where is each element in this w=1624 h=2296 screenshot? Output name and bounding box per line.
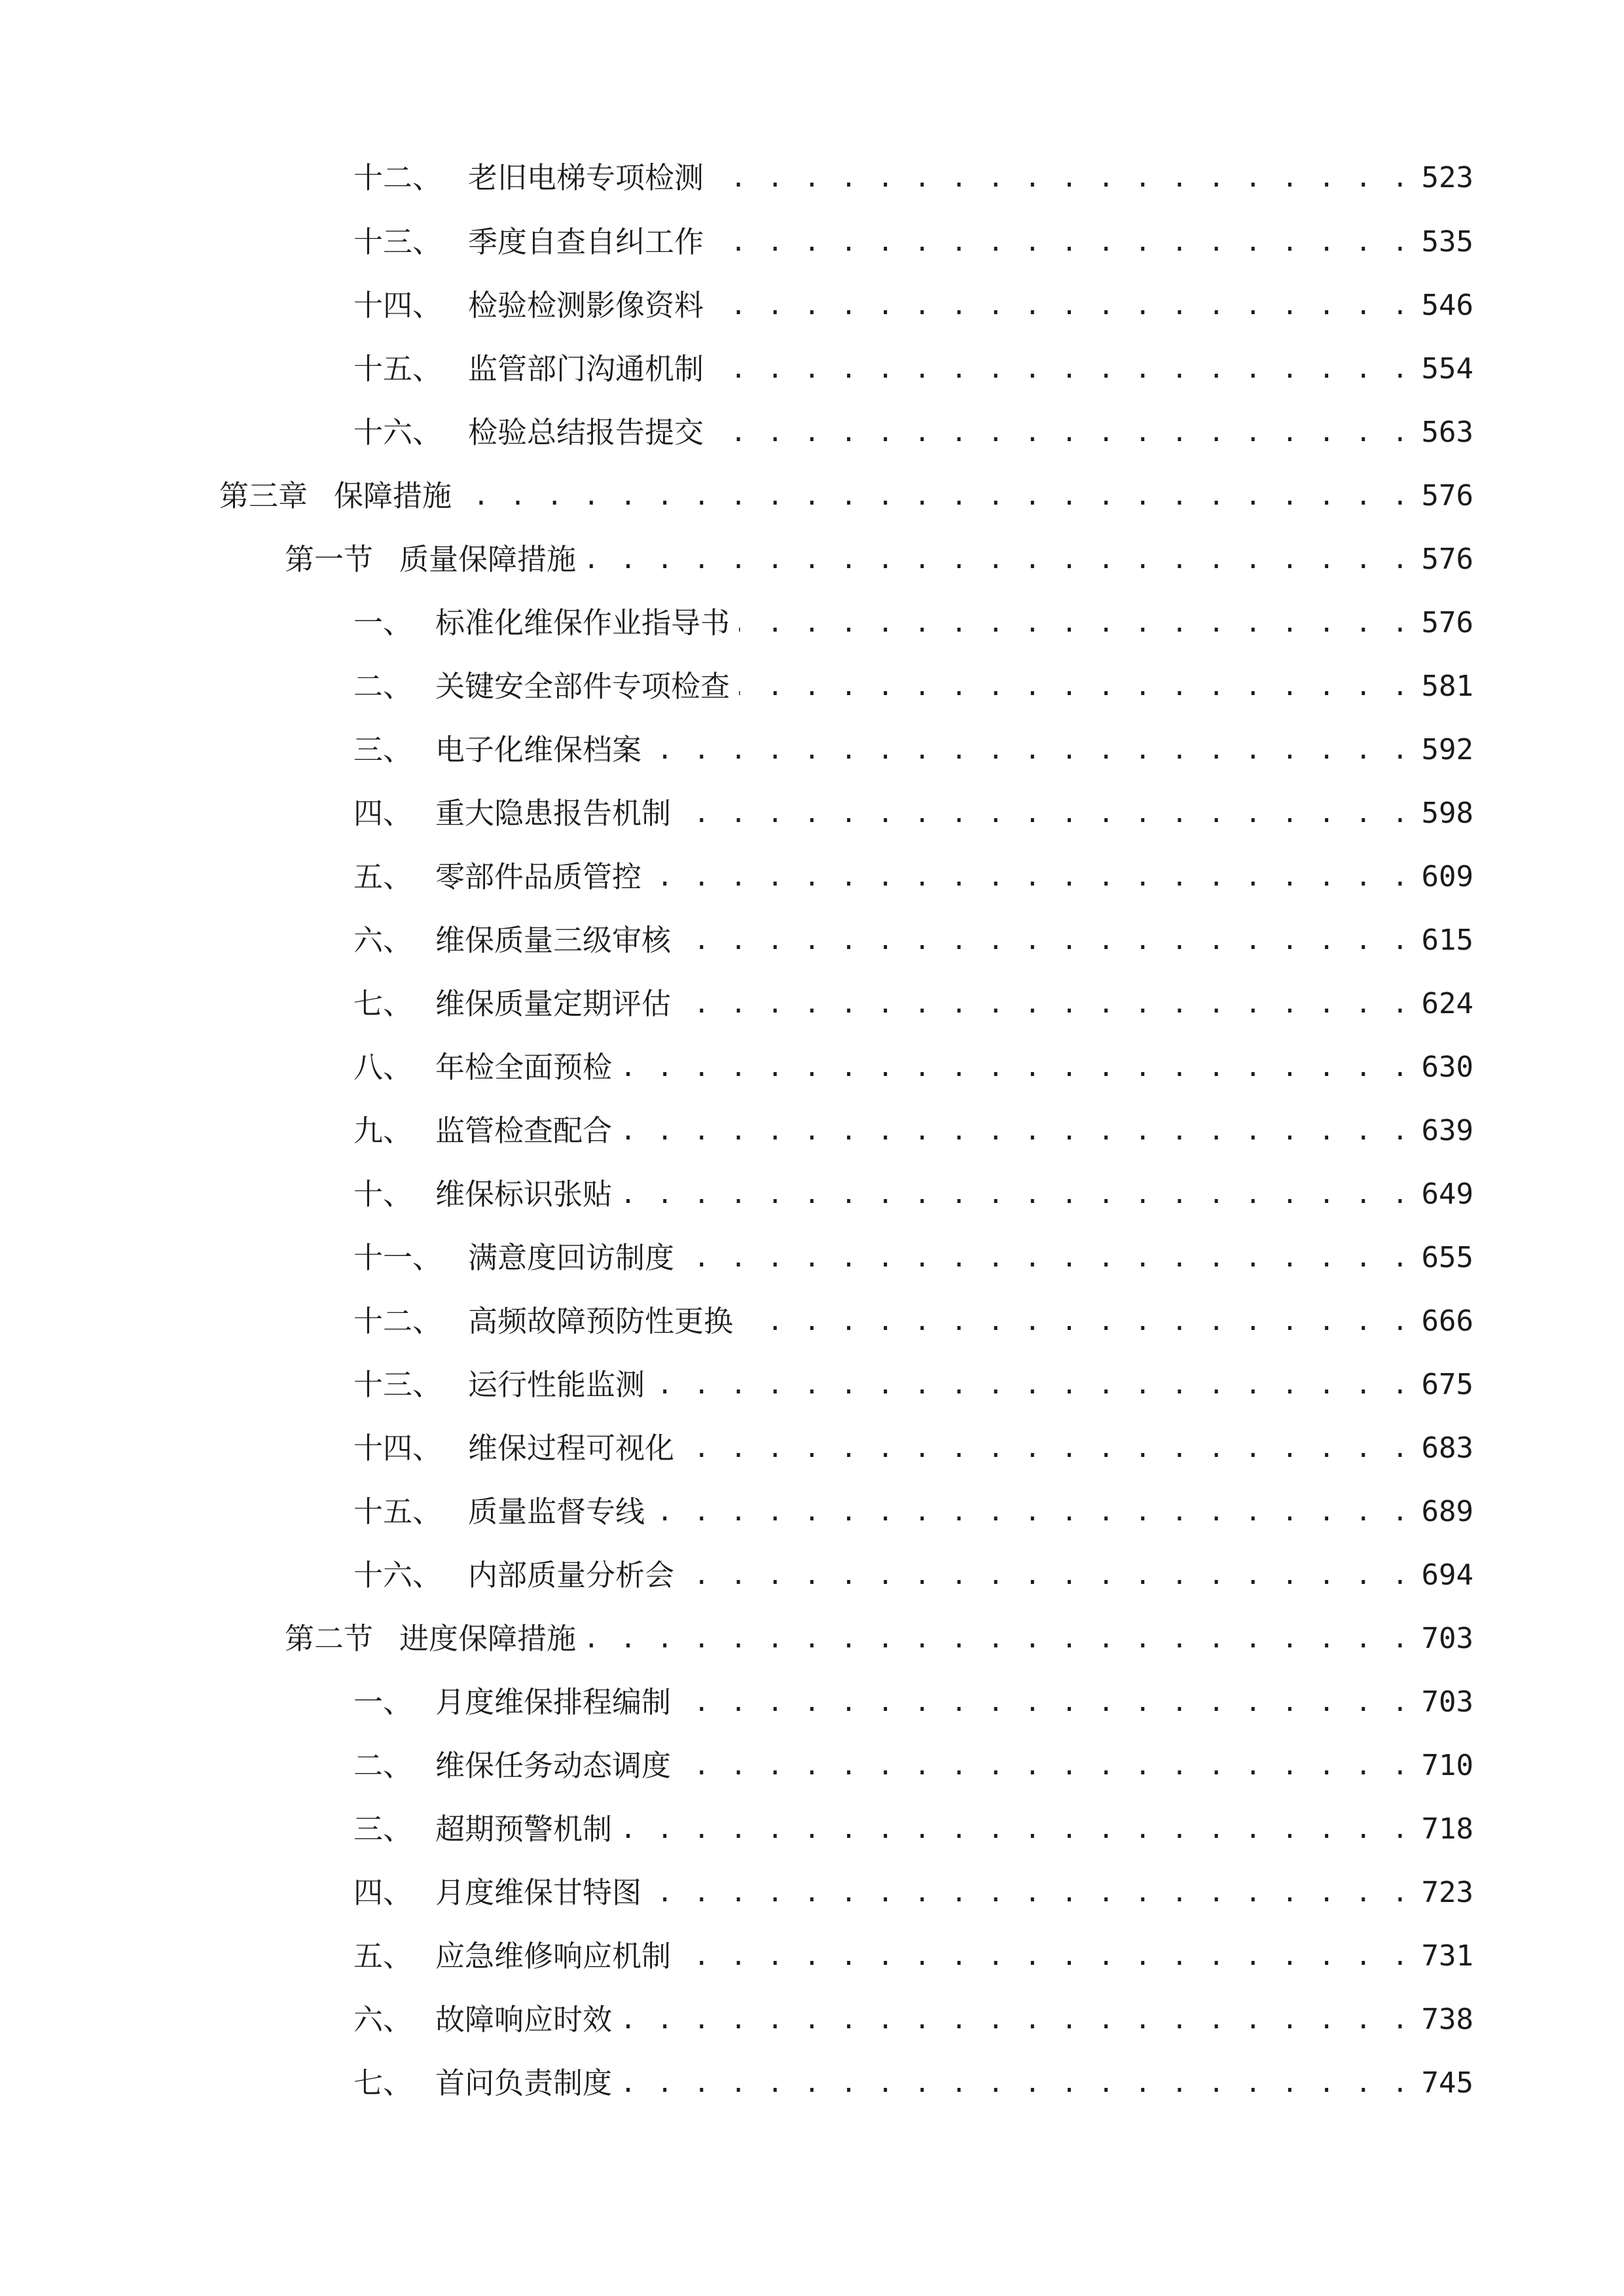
dot-leader — [713, 279, 1411, 332]
dot-leader — [651, 724, 1411, 776]
toc-entry[interactable] — [353, 216, 1473, 268]
toc-entry-title: 维保标识张贴 — [435, 1177, 613, 1211]
toc-entry-title: 维保质量三级审核 — [435, 923, 672, 958]
toc-entry-title: 维保质量定期评估 — [435, 986, 672, 1021]
dot-leader — [683, 1422, 1411, 1475]
toc-chapter-number: 第三章 — [219, 478, 308, 513]
toc-entry-page: 639 — [1421, 1114, 1473, 1147]
toc-entry-number: 十、 — [353, 1177, 413, 1211]
toc-entry-page: 581 — [1421, 670, 1473, 703]
toc-entry[interactable] — [353, 279, 1473, 332]
dot-leader — [621, 1105, 1411, 1157]
toc-entry[interactable] — [353, 1232, 1473, 1284]
toc-entry-page: 609 — [1421, 860, 1473, 893]
toc-entry-page: 738 — [1421, 2003, 1473, 2036]
toc-entry[interactable] — [353, 851, 1473, 903]
dot-leader — [680, 914, 1411, 967]
dot-leader — [713, 406, 1411, 459]
toc-entry[interactable] — [353, 1359, 1473, 1411]
toc-entry-title: 超期预警机制 — [435, 1812, 613, 1846]
toc-entry-page: 592 — [1421, 733, 1473, 766]
dot-leader — [621, 1803, 1411, 1856]
toc-entry-number: 二、 — [353, 1748, 413, 1783]
toc-entry-page: 666 — [1421, 1304, 1473, 1338]
toc-entry-number: 五、 — [353, 1939, 413, 1973]
toc-entry-number: 十五、 — [353, 351, 442, 386]
toc-entry[interactable] — [353, 152, 1473, 204]
toc-entry[interactable] — [353, 787, 1473, 840]
dot-leader — [585, 1613, 1411, 1665]
toc-entry-number: 十三、 — [353, 1367, 442, 1402]
toc-entry[interactable] — [353, 597, 1473, 649]
dot-leader — [621, 2057, 1411, 2109]
dot-leader — [585, 533, 1411, 586]
toc-entry[interactable] — [353, 1041, 1473, 1094]
toc-entry[interactable] — [353, 1422, 1473, 1475]
toc-entry-page: 745 — [1421, 2066, 1473, 2100]
toc-entry[interactable] — [353, 1168, 1473, 1221]
toc-entry-number: 八、 — [353, 1050, 413, 1085]
dot-leader — [680, 787, 1411, 840]
toc-entry-title: 检验检测影像资料 — [468, 288, 704, 323]
dot-leader — [713, 216, 1411, 268]
dot-leader — [621, 1041, 1411, 1094]
toc-entry-number: 九、 — [353, 1113, 413, 1148]
toc-entry-title: 重大隐患报告机制 — [435, 796, 672, 831]
toc-entry-title: 内部质量分析会 — [468, 1558, 675, 1592]
toc-entry-title: 月度维保甘特图 — [435, 1875, 642, 1910]
toc-entry-page: 683 — [1421, 1431, 1473, 1465]
toc-entry-number: 二、 — [353, 669, 413, 704]
toc-entry-number: 十四、 — [353, 1431, 442, 1465]
toc-chapter-title: 保障措施 — [334, 478, 452, 513]
dot-leader — [683, 1232, 1411, 1284]
toc-entry-number: 三、 — [353, 1812, 413, 1846]
toc-entry[interactable] — [353, 1105, 1473, 1157]
toc-entry[interactable] — [353, 2057, 1473, 2109]
toc-entry-page: 563 — [1421, 416, 1473, 449]
toc-entry-page: 675 — [1421, 1368, 1473, 1401]
toc-entry-number: 十五、 — [353, 1494, 442, 1529]
toc-entry-number: 十六、 — [353, 415, 442, 450]
dot-leader — [680, 1676, 1411, 1729]
dot-leader — [651, 851, 1411, 903]
toc-section[interactable] — [285, 533, 1473, 586]
toc-section-page: 576 — [1421, 543, 1473, 576]
dot-leader — [713, 152, 1411, 204]
toc-entry-page: 694 — [1421, 1558, 1473, 1592]
toc-entry-title: 运行性能监测 — [468, 1367, 645, 1402]
toc-entry-number: 三、 — [353, 732, 413, 767]
toc-entry-number: 一、 — [353, 1685, 413, 1719]
toc-chapter[interactable] — [219, 470, 1473, 522]
dot-leader — [654, 1486, 1411, 1538]
toc-entry-title: 关键安全部件专项检查 — [435, 669, 731, 704]
toc-entry[interactable] — [353, 1549, 1473, 1602]
dot-leader — [621, 1168, 1411, 1221]
toc-entry[interactable] — [353, 406, 1473, 459]
toc-entry[interactable] — [353, 1295, 1473, 1348]
dot-leader — [680, 1930, 1411, 1982]
dot-leader — [651, 1867, 1411, 1919]
toc-entry-title: 检验总结报告提交 — [468, 415, 704, 450]
toc-entry-number: 十二、 — [353, 160, 442, 195]
toc-entry-title: 应急维修响应机制 — [435, 1939, 672, 1973]
toc-entry[interactable] — [353, 660, 1473, 713]
toc-entry-title: 高频故障预防性更换 — [468, 1304, 734, 1338]
toc-entry-page: 703 — [1421, 1685, 1473, 1719]
toc-entry-page: 710 — [1421, 1749, 1473, 1782]
toc-entry-number: 四、 — [353, 1875, 413, 1910]
toc-entry-title: 满意度回访制度 — [468, 1240, 675, 1275]
toc-entry[interactable] — [353, 1867, 1473, 1919]
toc-entry[interactable] — [353, 1803, 1473, 1856]
toc-entry-number: 十六、 — [353, 1558, 442, 1592]
dot-leader — [680, 978, 1411, 1030]
toc-entry-page: 576 — [1421, 606, 1473, 639]
toc-entry-title: 零部件品质管控 — [435, 859, 642, 894]
toc-entry-number: 四、 — [353, 796, 413, 831]
dot-leader — [680, 1740, 1411, 1792]
dot-leader — [654, 1359, 1411, 1411]
toc-entry[interactable] — [353, 914, 1473, 967]
toc-entry-number: 十二、 — [353, 1304, 442, 1338]
toc-entry-page: 554 — [1421, 352, 1473, 386]
toc-entry-title: 故障响应时效 — [435, 2002, 613, 2037]
toc-entry-number: 五、 — [353, 859, 413, 894]
toc-entry-page: 723 — [1421, 1876, 1473, 1909]
toc-entry-page: 731 — [1421, 1939, 1473, 1973]
dot-leader — [461, 470, 1411, 522]
toc-entry[interactable] — [353, 724, 1473, 776]
dot-leader — [713, 343, 1411, 395]
toc-entry[interactable] — [353, 1486, 1473, 1538]
toc-section-number: 第二节 — [285, 1621, 374, 1656]
toc-entry-number: 十一、 — [353, 1240, 442, 1275]
toc-entry-title: 监管检查配合 — [435, 1113, 613, 1148]
toc-section-number: 第一节 — [285, 542, 374, 577]
toc-entry-title: 维保过程可视化 — [468, 1431, 675, 1465]
toc-entry-number: 一、 — [353, 605, 413, 640]
toc-entry[interactable] — [353, 343, 1473, 395]
toc-entry[interactable] — [353, 1930, 1473, 1982]
toc-entry-title: 季度自查自纠工作 — [468, 224, 704, 259]
toc-entry[interactable] — [353, 978, 1473, 1030]
dot-leader — [739, 597, 1411, 649]
toc-entry-page: 546 — [1421, 289, 1473, 322]
toc-entry-page: 523 — [1421, 161, 1473, 194]
toc-entry-number: 十三、 — [353, 224, 442, 259]
dot-leader — [683, 1549, 1411, 1602]
toc-entry-page: 655 — [1421, 1241, 1473, 1274]
toc-entry-title: 维保任务动态调度 — [435, 1748, 672, 1783]
toc-entry-page: 630 — [1421, 1050, 1473, 1084]
toc-chapter-page: 576 — [1421, 479, 1473, 512]
toc-entry-number: 十四、 — [353, 288, 442, 323]
toc-section-title: 进度保障措施 — [399, 1621, 577, 1656]
toc-entry-title: 首问负责制度 — [435, 2066, 613, 2100]
toc-entry-title: 月度维保排程编制 — [435, 1685, 672, 1719]
toc-entry-page: 535 — [1421, 225, 1473, 259]
dot-leader — [621, 1994, 1411, 2046]
toc-entry-page: 718 — [1421, 1812, 1473, 1846]
toc-entry[interactable] — [353, 1676, 1473, 1729]
toc-entry-title: 年检全面预检 — [435, 1050, 613, 1085]
toc-entry[interactable] — [353, 1994, 1473, 2046]
toc-entry-number: 七、 — [353, 2066, 413, 2100]
toc-entry-number: 六、 — [353, 2002, 413, 2037]
toc-entry-page: 689 — [1421, 1495, 1473, 1528]
toc-section-page: 703 — [1421, 1622, 1473, 1655]
toc-entry-title: 标准化维保作业指导书 — [435, 605, 731, 640]
toc-entry-number: 六、 — [353, 923, 413, 958]
toc-entry-title: 质量监督专线 — [468, 1494, 645, 1529]
toc-entry-number: 七、 — [353, 986, 413, 1021]
toc-entry-page: 649 — [1421, 1177, 1473, 1211]
toc-section[interactable] — [285, 1613, 1473, 1665]
toc-entry-page: 598 — [1421, 797, 1473, 830]
toc-section-title: 质量保障措施 — [399, 542, 577, 577]
dot-leader — [739, 660, 1411, 713]
toc-entry-page: 624 — [1421, 987, 1473, 1020]
toc-entry[interactable] — [353, 1740, 1473, 1792]
toc-entry-title: 电子化维保档案 — [435, 732, 642, 767]
toc-entry-title: 老旧电梯专项检测 — [468, 160, 704, 195]
toc-entry-title: 监管部门沟通机制 — [468, 351, 704, 386]
dot-leader — [742, 1295, 1411, 1348]
toc-entry-page: 615 — [1421, 924, 1473, 957]
